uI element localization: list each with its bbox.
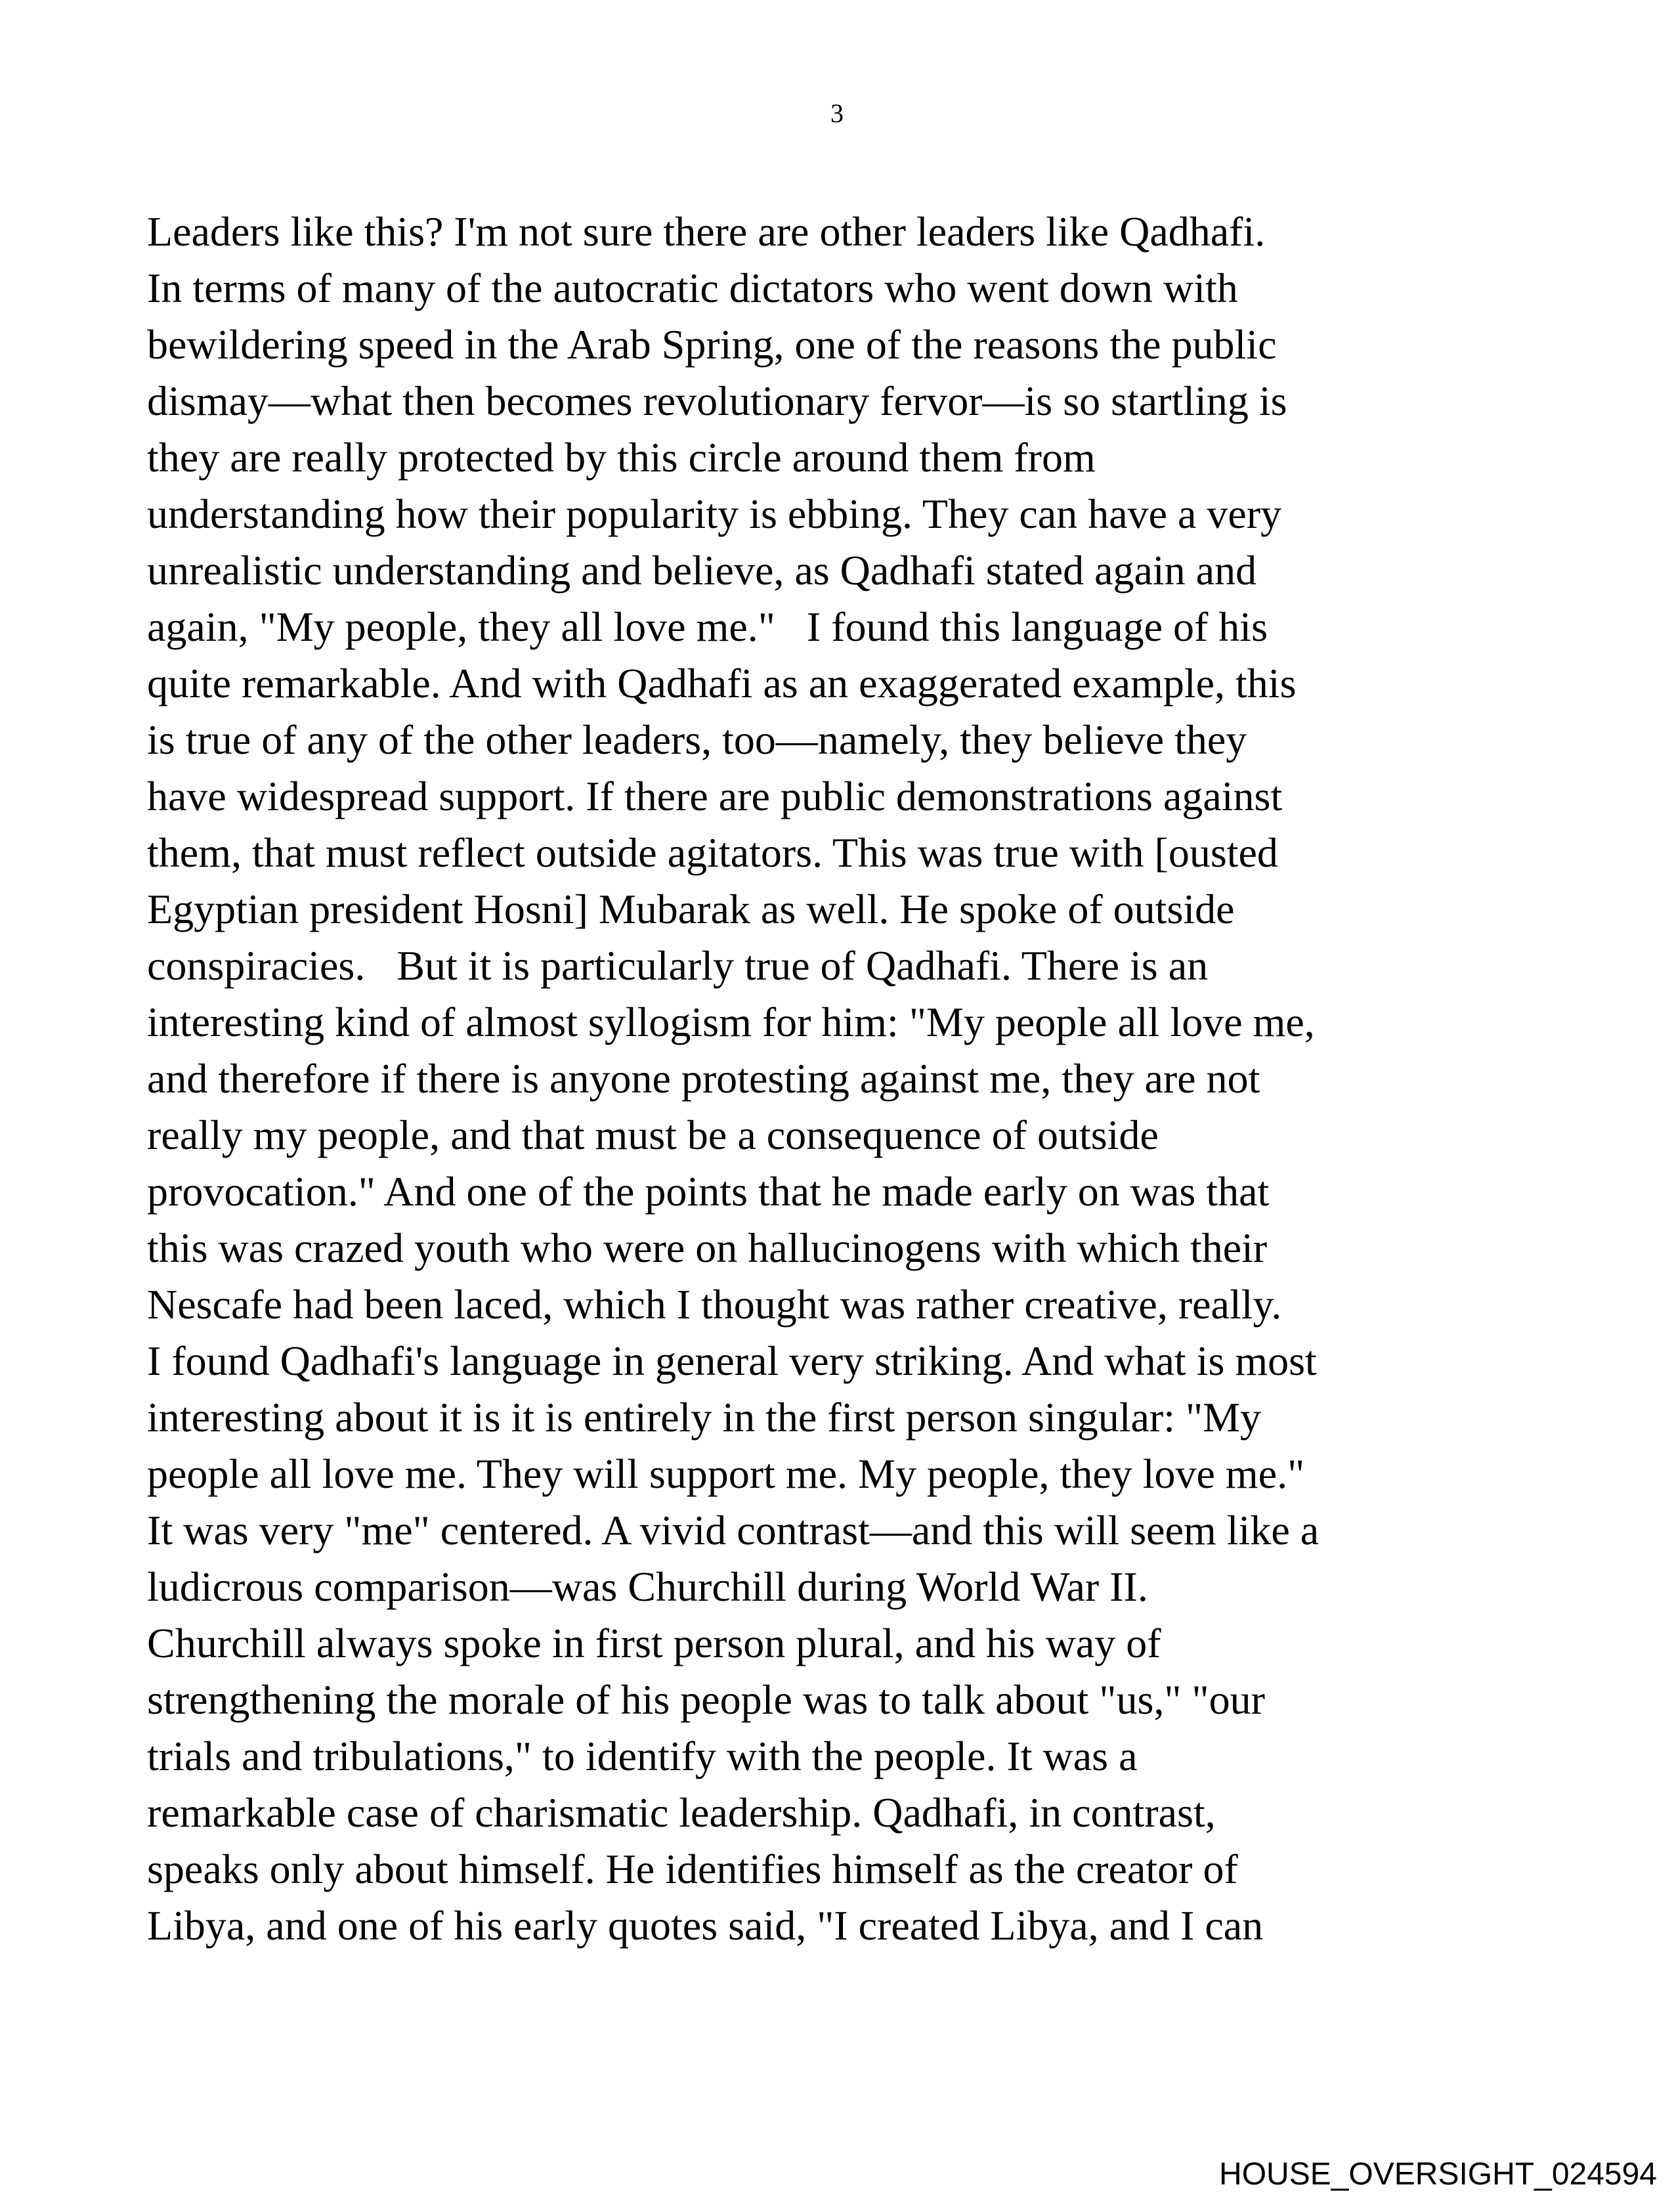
text-line: provocation." And one of the points that he made early on was that (147, 1168, 1270, 1215)
text-line: this was crazed youth who were on hallucinogens with which their (147, 1225, 1268, 1271)
text-line: ludicrous comparison—was Churchill during World War II. (147, 1563, 1148, 1610)
text-line: Egyptian president Hosni] Mubarak as well. He spoke of outside (147, 886, 1235, 932)
text-line: again, "My people, they all love me." I found this language of his (147, 603, 1268, 650)
text-line: unrealistic understanding and believe, as Qadhafi stated again and (147, 547, 1257, 594)
body-text (147, 204, 1558, 1954)
text-line: them, that must reflect outside agitators. This was true with [ousted (147, 829, 1278, 876)
text-line: understanding how their popularity is ebbing. They can have a very (147, 490, 1282, 537)
text-line: Nescafe had been laced, which I thought was rather creative, really. (147, 1281, 1282, 1328)
text-line: I found Qadhafi's language in general very striking. And what is most (147, 1337, 1317, 1384)
text-line: conspiracies. But it is particularly true of Qadhafi. There is an (147, 942, 1209, 989)
text-line: dismay—what then becomes revolutionary fervor—is so startling is (147, 378, 1287, 424)
text-line: In terms of many of the autocratic dictators who went down with (147, 265, 1238, 311)
page-number: 3 (830, 98, 844, 128)
text-line: bewildering speed in the Arab Spring, one of the reasons the public (147, 321, 1277, 368)
text-line: Churchill always spoke in first person plural, and his way of (147, 1620, 1161, 1666)
text-line: have widespread support. If there are public demonstrations against (147, 773, 1283, 819)
text-line: It was very "me" centered. A vivid contrast—and this will seem like a (147, 1507, 1320, 1553)
bates-stamp: HOUSE_OVERSIGHT_024594 (1219, 2157, 1657, 2192)
text-line: interesting about it is it is entirely in the first person singular: "My (147, 1394, 1261, 1441)
text-line: trials and tribulations," to identify with the people. It was a (147, 1733, 1138, 1779)
text-line: remarkable case of charismatic leadership. Qadhafi, in contrast, (147, 1789, 1216, 1836)
text-line: speaks only about himself. He identifies himself as the creator of (147, 1846, 1238, 1892)
text-line: Libya, and one of his early quotes said, "I created Libya, and I can (147, 1902, 1264, 1949)
text-line: really my people, and that must be a consequence of outside (147, 1112, 1159, 1158)
text-line: people all love me. They will support me. My people, they love me." (147, 1450, 1305, 1497)
text-line: and therefore if there is anyone protesting against me, they are not (147, 1055, 1260, 1102)
text-line: quite remarkable. And with Qadhafi as an exaggerated example, this (147, 660, 1297, 706)
text-line: they are really protected by this circle around them from (147, 434, 1096, 481)
text-line: is true of any of the other leaders, too—namely, they believe they (147, 716, 1247, 763)
text-line: Leaders like this? I'm not sure there are other leaders like Qadhafi. (147, 208, 1266, 255)
text-line: strengthening the morale of his people was to talk about "us," "our (147, 1676, 1265, 1723)
text-line: interesting kind of almost syllogism for him: "My people all love me, (147, 999, 1315, 1045)
